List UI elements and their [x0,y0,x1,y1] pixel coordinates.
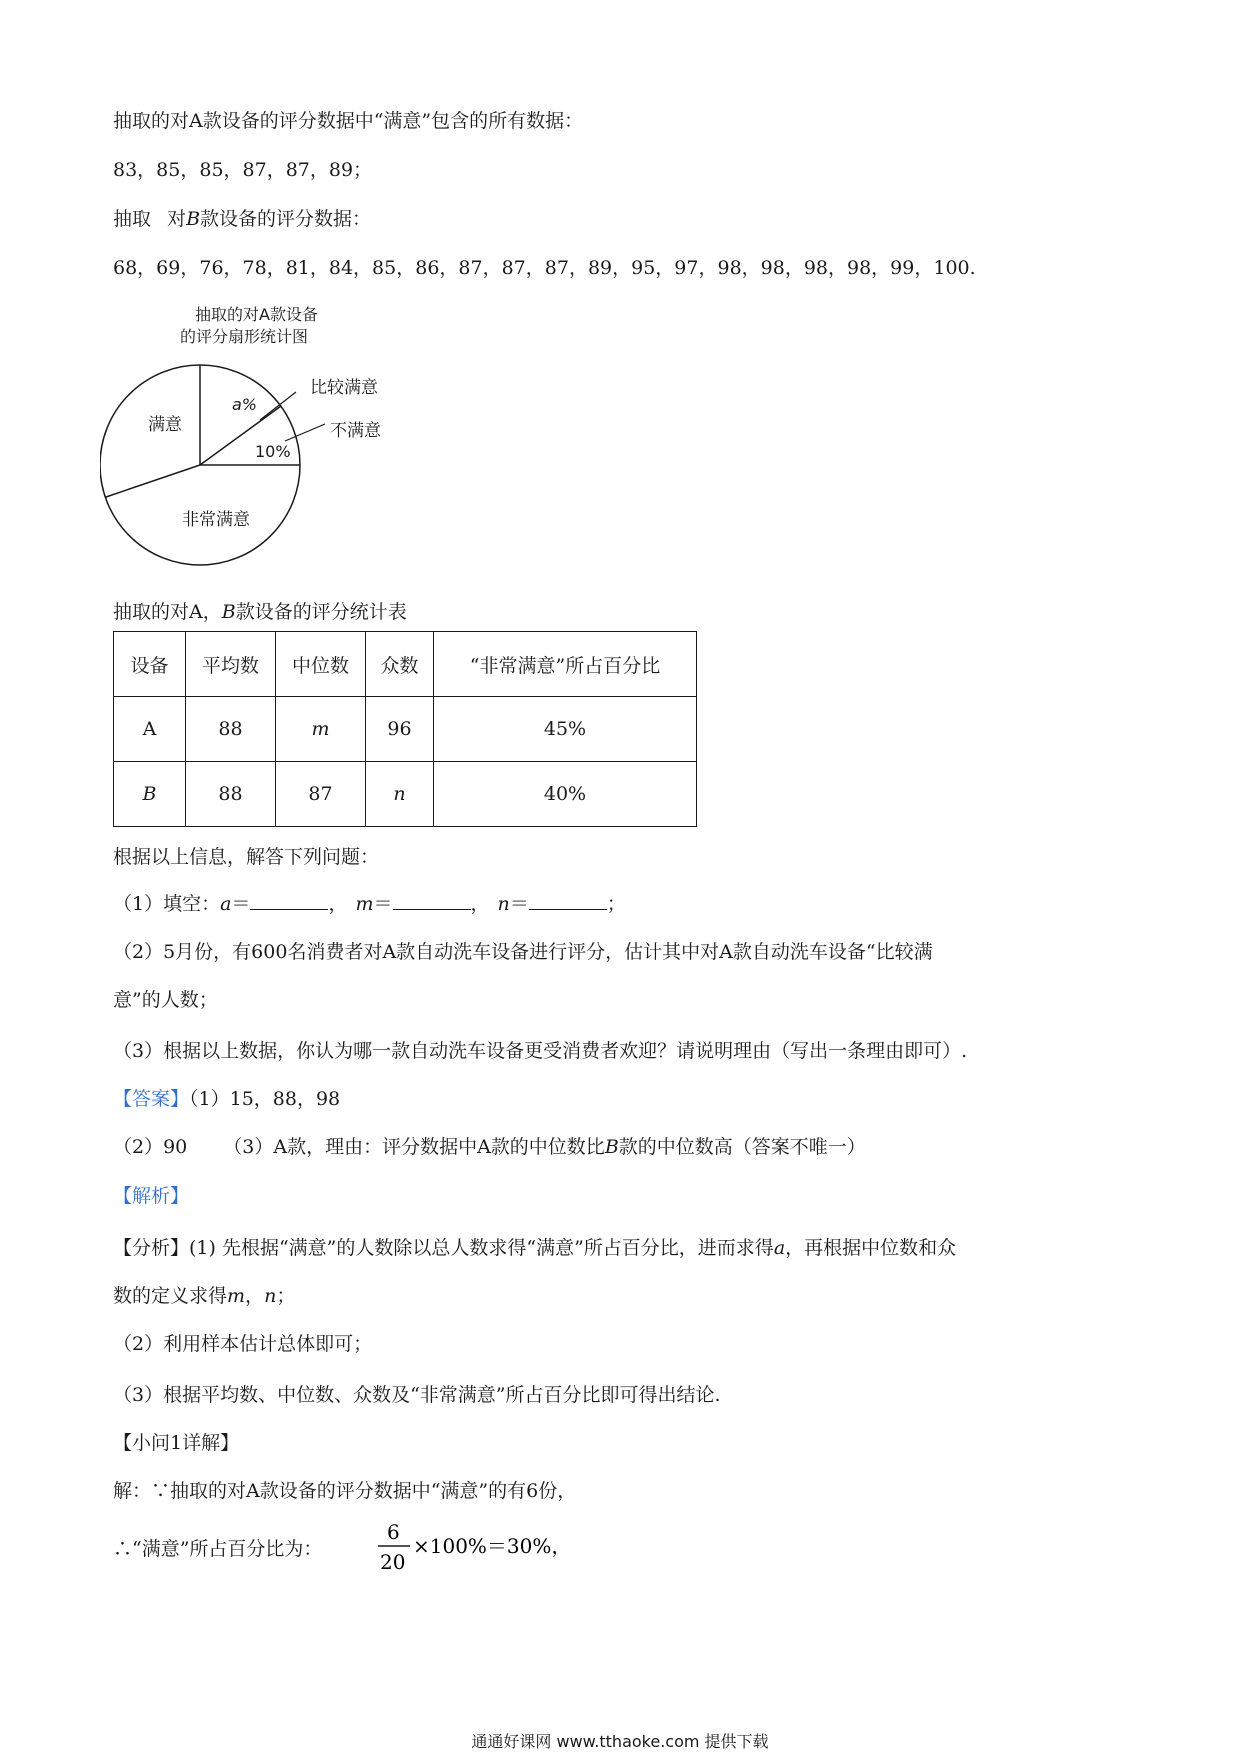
table-cell: 40% [434,762,697,827]
table-header-row [114,632,697,697]
table-cell: m [276,697,366,762]
text-fragment: ， [470,893,490,915]
leader-line-not [285,424,325,441]
question-1 [113,889,626,916]
text-fragment: ； [606,893,626,915]
text-fragment: 款设备的评分数据： [200,208,372,230]
pie-divider-left [106,465,200,497]
question-2-line2: 意”的人数； [113,989,218,1011]
table-row [114,762,697,827]
text-fragment: 数的定义求得 [113,1285,228,1307]
question-intro: 根据以上信息，解答下列问题： [113,846,380,868]
table-cell: 45% [434,697,697,762]
text-line-a-data: 83，85，85，87，87，89； [113,159,373,181]
text-fragment: ， [245,1285,265,1307]
analysis-line-4: （3）根据平均数、中位数、众数及“非常满意”所占百分比即可得出结论. [113,1384,721,1406]
answer-blank-n [529,893,607,910]
table-header-cell: 平均数 [186,632,276,697]
pie-title-line1: 抽取的对A款设备 [195,305,318,324]
pie-label-a-pct: a% [232,395,258,414]
var-m: m [355,893,374,915]
text-fragment: 抽取 [113,208,152,230]
text-fragment: 款的中位数高（答案不唯一） [618,1136,866,1158]
var-m: m [227,1285,246,1307]
pie-label-satisfied: 满意 [148,415,182,435]
fraction-rest: ×100%＝30%， [413,1534,572,1558]
pie-label-ten-pct: 10% [255,442,291,461]
text-line-a-data-intro: 抽取的对A款设备的评分数据中“满意”包含的所有数据： [113,110,584,132]
text-fragment: ＝ [509,893,529,915]
answer-blank-m [393,893,471,910]
table-cell: n [366,762,434,827]
text-fragment: （1）填空： [113,893,221,915]
analysis-line-3: （2）利用样本估计总体即可； [113,1333,373,1355]
var-b: B [186,208,201,230]
text-fragment: ＝ [373,893,393,915]
table-cell: B [114,762,186,827]
fraction-numerator: 6 [387,1520,400,1544]
text-fragment: （2）90 [113,1136,188,1158]
text-fragment: （1）15，88，98 [189,1088,341,1110]
page-footer: 通通好课网 www.tthaoke.com 提供下载 [471,1732,769,1751]
table-cell: 88 [186,762,276,827]
text-fragment: ； [276,1285,296,1307]
text-fragment: 抽取的对A， [113,601,222,623]
pie-title-line2: 的评分扇形统计图 [180,327,309,346]
stats-table [113,631,697,827]
text-fragment: （3）A款，理由：评分数据中A款的中位数比 [223,1136,605,1158]
analysis-line-1 [113,1233,956,1260]
var-b: B [604,1136,619,1158]
answer-line-2 [113,1132,866,1159]
answer-line-1 [113,1084,340,1111]
table-cell: 87 [276,762,366,827]
pie-chart [100,300,440,570]
leader-line-fairly [260,392,296,420]
table-cell: 96 [366,697,434,762]
table-cell: 88 [186,697,276,762]
text-fragment: 【分析】(1) 先根据“满意”的人数除以总人数求得“满意”所占百分比，进而求得 [113,1237,774,1259]
var-a: a [220,893,232,915]
pie-label-very-satisfied: 非常满意 [182,510,250,530]
text-fragment: ， [328,893,348,915]
answer-tag: 【答案】 [113,1088,190,1110]
text-fragment: 对 [167,208,187,230]
table-caption [113,597,407,624]
var-b: B [221,601,236,623]
var-n: n [264,1285,277,1307]
table-header-cell: “非常满意”所占百分比 [434,632,697,697]
question-3: （3）根据以上数据，你认为哪一款自动洗车设备更受消费者欢迎？请说明理由（写出一条理由即可）. [113,1040,968,1062]
solution-line-2: ∴“满意”所占百分比为： [113,1538,323,1560]
analysis-line-2 [113,1281,295,1308]
table-header-cell: 设备 [114,632,186,697]
analysis-tag: 【解析】 [113,1185,190,1207]
text-line-b-intro [113,204,371,231]
text-line-b-data: 68，69，76，78，81，84，85，86，87，87，87，89，95，97，98，98，98，98，99，100. [113,257,976,279]
table-cell: A [114,697,186,762]
table-header-cell: 中位数 [276,632,366,697]
fraction-denominator: 20 [380,1550,406,1574]
answer-blank-a [250,893,328,910]
text-fragment: 款设备的评分统计表 [235,601,407,623]
table-header-cell: 众数 [366,632,434,697]
var-n: n [497,893,510,915]
fraction-expression [376,1518,576,1578]
text-fragment: ，再根据中位数和众 [785,1237,957,1259]
var-a: a [773,1237,786,1259]
text-fragment: ＝ [231,893,251,915]
table-row [114,697,697,762]
pie-label-not-satisfied: 不满意 [330,421,381,441]
subquestion-1-heading: 【小问1详解】 [113,1432,240,1454]
pie-label-fairly-satisfied: 比较满意 [310,378,378,398]
question-2-line1: （2）5月份，有600名消费者对A款自动洗车设备进行评分，估计其中对A款自动洗车设备“比较满 [113,941,933,963]
solution-line-1: 解：∵抽取的对A款设备的评分数据中“满意”的有6份， [113,1480,577,1502]
